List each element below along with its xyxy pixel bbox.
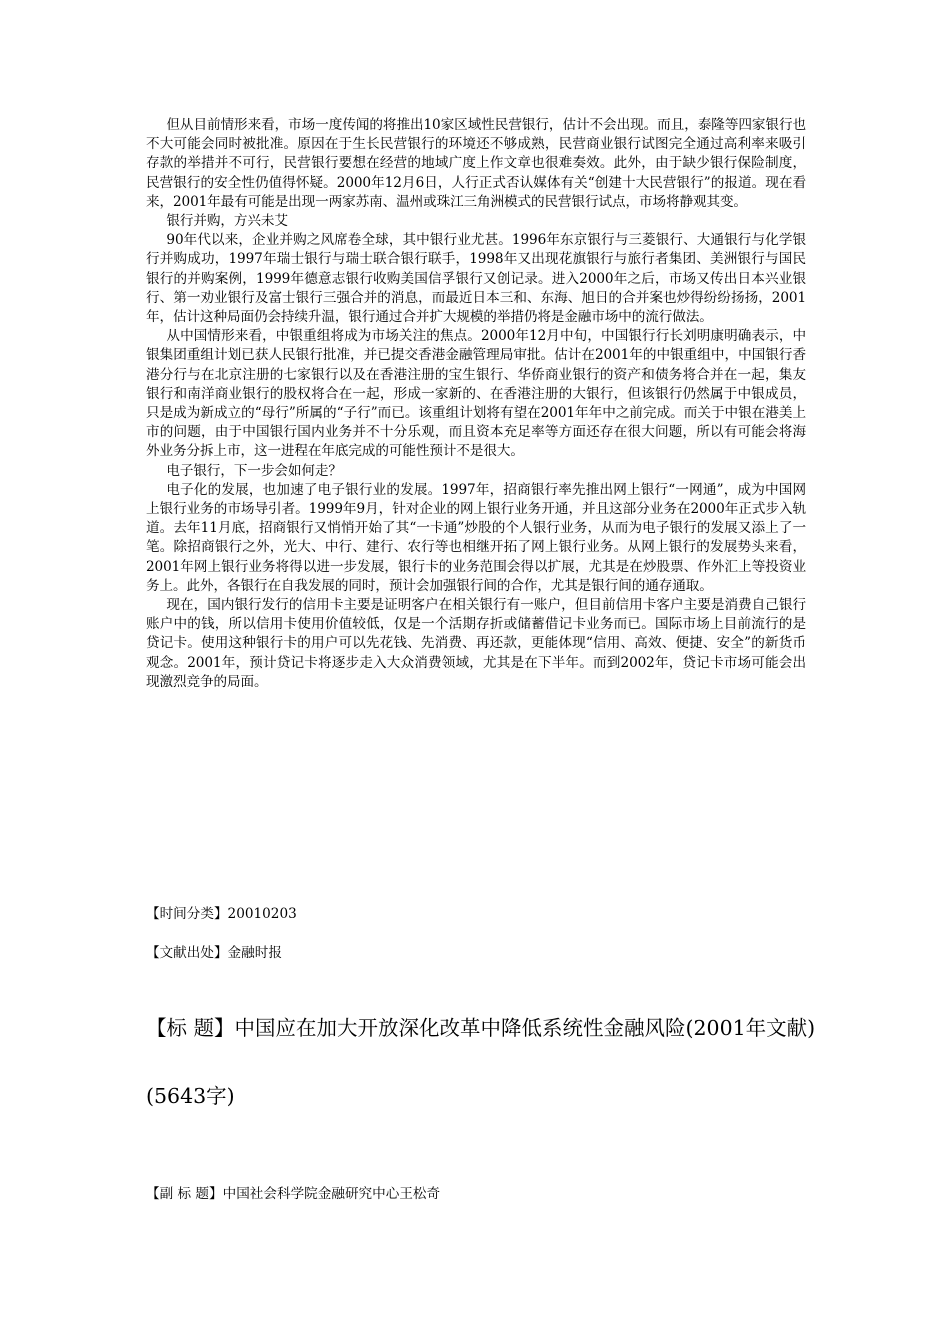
paragraph-private-banks: 但从目前情形来看，市场一度传闻的将推出10家区域性民营银行，估计不会出现。而且，泰隆等四家银行也不大可能会同时被批准。原因在于生长民营银行的环境还不够成熟，民营商业银行试图完全通过高利率来吸引存款的举措并不可行，民营银行要想在经营的地域广度上作文章也很难奏效。此外，由于缺少银行保险制度，民营银行的安全性仍值得怀疑。2000年12月6日，人行正式否认媒体有关“创建十大民营银行”的报道。现在看来，2001年最有可能是出现一两家苏南、温州或珠江三角洲模式的民营银行试点，市场将静观其变。	[146, 117, 806, 210]
heading-bank-mergers: 银行并购，方兴未艾	[166, 213, 288, 230]
heading-e-banking: 电子银行，下一步会如何走？	[166, 462, 342, 479]
paragraph-online-banking: 电子化的发展，也加速了电子银行业的发展。1997年，招商银行率先推出网上银行“一网通”，成为中国网上银行业务的市场导引者。1999年9月，针对企业的网上银行业务开通，并且这部分业务在2000年正式步入轨道。去年11月底，招商银行又悄悄开始了其“一卡通”炒股的个人银行业务，从而为电子银行的发展又添上了一笔。除招商银行之外，光大、中行、建行、农行等也相继开拓了网上银行业务。从网上银行的发展势头来看，2001年网上银行业务将得以进一步发展，银行卡的业务范围会得以扩展，尤其是在炒股票、作外汇上等投资业务上。此外，各银行在自我发展的同时，预计会加强银行间的合作，尤其是银行间的通存通取。	[146, 481, 806, 594]
document-source: 【文献出处】金融时报	[146, 945, 282, 961]
paragraph-boc-restructure: 从中国情形来看，中银重组将成为市场关注的焦点。2000年12月中旬，中国银行行长刘明康明确表示，中银集团重组计划已获人民银行批准，并已提交香港金融管理局审批。估计在2001年的中银重组中，中国银行香港分行与在北京注册的七家银行以及在香港注册的宝生银行、华侨商业银行的资产和债务将合并在一起，集友银行和南洋商业银行的股权将合在一起，形成一家新的、在香港注册的大银行，但该银行仍然属于中银成员，只是成为新成立的“母行”所属的“子行”而已。该重组计划将有望在2001年年中之前完成。而关于中银在港美上市的问题，由于中国银行国内业务并不十分乐观，而且资本充足率等方面还存在很大问题，所以有可能会将海外业务分拆上市，这一进程在年底完成的可能性预计不是很大。	[146, 328, 806, 460]
paragraph-global-mergers: 90年代以来，企业并购之风席卷全球，其中银行业尤甚。1996年东京银行与三菱银行、大通银行与化学银行并购成功，1997年瑞士银行与瑞士联合银行联手，1998年又出现花旗银行与旅行者集团、美洲银行与国民银行的并购案例，1999年德意志银行收购美国信孚银行又创记录。进入2000年之后，市场又传出日本兴业银行、第一劝业银行及富士银行三强合并的消息，而最近日本三和、东海、旭日的合并案也炒得纷纷扬扬，2001年，估计这种局面仍会持续升温，银行通过合并扩大规模的举措仍将是金融市场中的流行做法。	[146, 232, 806, 326]
time-category: 【时间分类】20010203	[146, 906, 297, 922]
document-subtitle: 【副 标 题】中国社会科学院金融研究中心王松奇	[146, 1186, 441, 1202]
paragraph-credit-cards: 现在，国内银行发行的信用卡主要是证明客户在相关银行有一账户，但目前信用卡客户主要是消费自己银行账户中的钱，所以信用卡使用价值较低，仅是一个活期存折或储蓄借记卡业务而已。国际市场上目前流行的是贷记卡。使用这种银行卡的用户可以先花钱、先消费、再还款，更能体现“信用、高效、便捷、安全”的新货币观念。2001年，预计贷记卡将逐步走入大众消费领域，尤其是在下半年。而到2002年，贷记卡市场可能会出现激烈竞争的局面。	[146, 597, 806, 690]
article-body	[146, 116, 806, 692]
document-title: 【标 题】中国应在加大开放深化改革中降低系统性金融风险(2001年文献)(5643字)	[146, 1016, 816, 1108]
